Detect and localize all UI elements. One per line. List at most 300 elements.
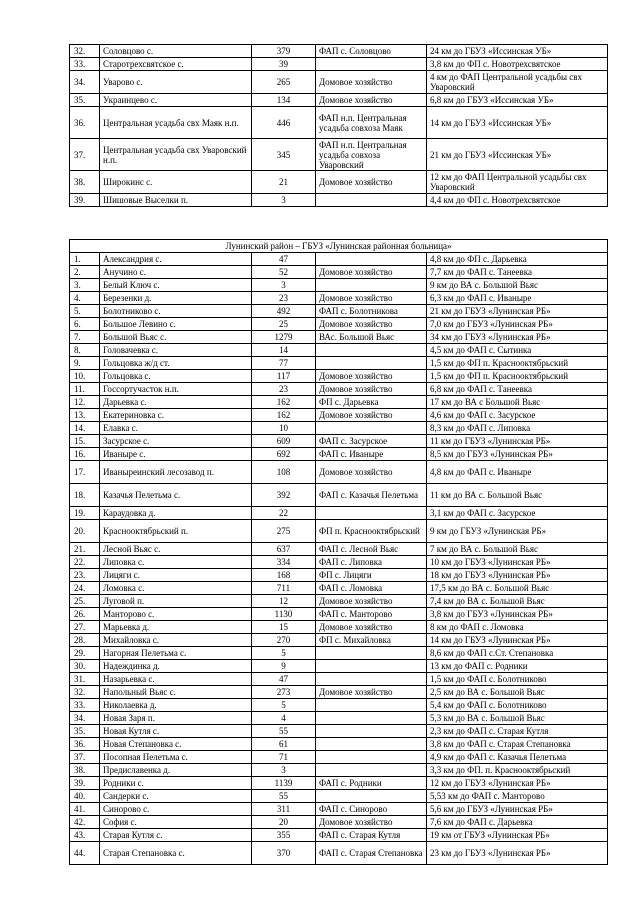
table-row (70, 764, 608, 777)
population: 692 (252, 448, 316, 461)
distance-to-facility: 21 км до ГБУЗ «Иссинская УБ» (427, 139, 608, 171)
row-number: 16. (70, 448, 100, 461)
table-row (70, 344, 608, 357)
medical-facility: Домовое хозяйство (316, 94, 427, 107)
table-row (70, 595, 608, 608)
settlement-name: Александрия с. (100, 253, 252, 266)
settlement-name: Иваныре с. (100, 448, 252, 461)
population: 10 (252, 422, 316, 435)
table-row (70, 171, 608, 194)
table-row (70, 725, 608, 738)
settlement-name: Соловцово с. (100, 45, 252, 58)
table-row (70, 777, 608, 790)
medical-facility: Домовое хозяйство (316, 370, 427, 383)
population: 61 (252, 738, 316, 751)
settlement-name: Украинцево с. (100, 94, 252, 107)
table-row (70, 569, 608, 582)
medical-facility: ФП с. Дарьевка (316, 396, 427, 409)
settlement-name: Синорово с. (100, 803, 252, 816)
population: 47 (252, 253, 316, 266)
row-number: 6. (70, 318, 100, 331)
medical-facility (316, 253, 427, 266)
distance-to-facility: 3,8 км до ФАП с. Старая Степановка (427, 738, 608, 751)
settlement-name: Марьевка д. (100, 621, 252, 634)
distance-to-facility: 24 км до ГБУЗ «Иссинская УБ» (427, 45, 608, 58)
table-row (70, 435, 608, 448)
row-number: 39. (70, 777, 100, 790)
row-number: 36. (70, 107, 100, 139)
distance-to-facility: 8 км до ФАП с. Ломовка (427, 621, 608, 634)
row-number: 20. (70, 520, 100, 543)
row-number: 33. (70, 699, 100, 712)
settlement-name: Иваныреинский лесозавод п. (100, 461, 252, 484)
row-number: 12. (70, 396, 100, 409)
distance-to-facility: 13 км до ФАП с. Родники (427, 660, 608, 673)
medical-facility: Домовое хозяйство (316, 71, 427, 94)
row-number: 19. (70, 507, 100, 520)
distance-to-facility: 1,5 км до ФП п. Краснооктябрьский (427, 357, 608, 370)
settlement-name: Лесной Вьяс с. (100, 543, 252, 556)
population: 52 (252, 266, 316, 279)
medical-facility (316, 673, 427, 686)
table-row (70, 712, 608, 725)
table-row (70, 484, 608, 507)
row-number: 37. (70, 139, 100, 171)
medical-facility (316, 699, 427, 712)
row-number: 30. (70, 660, 100, 673)
medical-facility: ФАП с. Ломовка (316, 582, 427, 595)
row-number: 5. (70, 305, 100, 318)
medical-facility: ФАП с. Иваныре (316, 448, 427, 461)
table-row (70, 292, 608, 305)
population: 273 (252, 686, 316, 699)
population: 637 (252, 543, 316, 556)
table-row (70, 253, 608, 266)
population: 4 (252, 712, 316, 725)
distance-to-facility: 21 км до ГБУЗ «Лунинская РБ» (427, 305, 608, 318)
medical-facility: Домовое хозяйство (316, 621, 427, 634)
settlement-name: Михайловка с. (100, 634, 252, 647)
population: 1130 (252, 608, 316, 621)
table-row (70, 448, 608, 461)
table-row (70, 318, 608, 331)
row-number: 14. (70, 422, 100, 435)
table-row (70, 507, 608, 520)
distance-to-facility: 11 км до ВА с. Большой Вьяс (427, 484, 608, 507)
population: 711 (252, 582, 316, 595)
settlement-name: Большой Вьяс с. (100, 331, 252, 344)
distance-to-facility: 11 км до ГБУЗ «Лунинская РБ» (427, 435, 608, 448)
settlement-name: Болотниково с. (100, 305, 252, 318)
table-row (70, 816, 608, 829)
distance-to-facility: 4 км до ФАП Центральной усадьбы свх Уваровский (427, 71, 608, 94)
medical-facility (316, 647, 427, 660)
table-row (70, 647, 608, 660)
settlement-name: Краснооктябрьский п. (100, 520, 252, 543)
distance-to-facility: 2,5 км до ВА с. Большой Вьяс (427, 686, 608, 699)
medical-facility (316, 660, 427, 673)
medical-facility: ФП с. Михайловка (316, 634, 427, 647)
settlement-name: Казачья Пелетьма с. (100, 484, 252, 507)
table-row (70, 543, 608, 556)
distance-to-facility: 4,8 км до ФАП с. Иваныре (427, 461, 608, 484)
distance-to-facility: 7 км до ВА с. Большой Вьяс (427, 543, 608, 556)
settlement-name: Старая Степановка с. (100, 842, 252, 865)
distance-to-facility: 4,9 км до ФАП с. Казачья Пелетьма (427, 751, 608, 764)
population: 162 (252, 409, 316, 422)
table-row (70, 94, 608, 107)
table-row (70, 634, 608, 647)
medical-facility (316, 422, 427, 435)
row-number: 7. (70, 331, 100, 344)
population: 23 (252, 292, 316, 305)
row-number: 4. (70, 292, 100, 305)
population: 55 (252, 725, 316, 738)
distance-to-facility: 2,3 км до ФАП с. Старая Кутля (427, 725, 608, 738)
population: 492 (252, 305, 316, 318)
table-row (70, 829, 608, 842)
population: 22 (252, 507, 316, 520)
settlements-table-luninsky (69, 239, 608, 865)
settlement-name: Новая Кутля с. (100, 725, 252, 738)
row-number: 35. (70, 94, 100, 107)
row-number: 17. (70, 461, 100, 484)
population: 20 (252, 816, 316, 829)
table-row (70, 520, 608, 543)
row-number: 33. (70, 58, 100, 71)
population: 55 (252, 790, 316, 803)
settlement-name: Гольцовка ж/д ст. (100, 357, 252, 370)
medical-facility: Домовое хозяйство (316, 816, 427, 829)
row-number: 34. (70, 712, 100, 725)
row-number: 22. (70, 556, 100, 569)
table-row (70, 370, 608, 383)
distance-to-facility: 6,8 км до ГБУЗ «Иссинская УБ» (427, 94, 608, 107)
settlement-name: Головачевка с. (100, 344, 252, 357)
medical-facility: Домовое хозяйство (316, 266, 427, 279)
row-number: 40. (70, 790, 100, 803)
settlement-name: Анучино с. (100, 266, 252, 279)
medical-facility (316, 357, 427, 370)
table-row (70, 621, 608, 634)
distance-to-facility: 3,3 км до ФП. п. Краснооктябрьский (427, 764, 608, 777)
settlement-name: Напольный Вьяс с. (100, 686, 252, 699)
table-row (70, 71, 608, 94)
population: 15 (252, 621, 316, 634)
table-row (70, 582, 608, 595)
medical-facility (316, 738, 427, 751)
row-number: 21. (70, 543, 100, 556)
medical-facility: ФП п. Краснооктябрьский (316, 520, 427, 543)
row-number: 11. (70, 383, 100, 396)
distance-to-facility: 4,6 км до ФАП с. Засурское (427, 409, 608, 422)
row-number: 3. (70, 279, 100, 292)
settlement-name: Новая Заря п. (100, 712, 252, 725)
distance-to-facility: 3,1 км до ФАП с. Засурское (427, 507, 608, 520)
settlement-name: Николаевка д. (100, 699, 252, 712)
settlement-name: Нагорная Пелетьма с. (100, 647, 252, 660)
row-number: 2. (70, 266, 100, 279)
distance-to-facility: 6,3 км до ФАП с. Иваныре (427, 292, 608, 305)
distance-to-facility: 5,53 км до ФАП с. Манторово (427, 790, 608, 803)
population: 5 (252, 647, 316, 660)
population: 334 (252, 556, 316, 569)
row-number: 43. (70, 829, 100, 842)
settlement-name: Шишовые Выселки п. (100, 194, 252, 207)
row-number: 23. (70, 569, 100, 582)
population: 25 (252, 318, 316, 331)
distance-to-facility: 14 км до ГБУЗ «Иссинская УБ» (427, 107, 608, 139)
population: 23 (252, 383, 316, 396)
row-number: 38. (70, 171, 100, 194)
population: 392 (252, 484, 316, 507)
row-number: 28. (70, 634, 100, 647)
medical-facility: ФАП с. Липовка (316, 556, 427, 569)
population: 1279 (252, 331, 316, 344)
population: 47 (252, 673, 316, 686)
settlement-name: Надеждинка д. (100, 660, 252, 673)
distance-to-facility: 1,5 км до ФП п. Краснооктябрьский (427, 370, 608, 383)
medical-facility: ФАП с. Лесной Вьяс (316, 543, 427, 556)
row-number: 9. (70, 357, 100, 370)
table-row (70, 790, 608, 803)
distance-to-facility: 23 км до ГБУЗ «Лунинская РБ» (427, 842, 608, 865)
settlement-name: Луговой п. (100, 595, 252, 608)
settlement-name: Елавка с. (100, 422, 252, 435)
row-number: 26. (70, 608, 100, 621)
population: 162 (252, 396, 316, 409)
medical-facility (316, 279, 427, 292)
settlement-name: Засурское с. (100, 435, 252, 448)
medical-facility (316, 751, 427, 764)
settlement-name: Родники с. (100, 777, 252, 790)
population: 108 (252, 461, 316, 484)
settlement-name: Белый Ключ с. (100, 279, 252, 292)
settlement-name: Старая Кутля с. (100, 829, 252, 842)
table-row (70, 107, 608, 139)
row-number: 32. (70, 45, 100, 58)
medical-facility: Домовое хозяйство (316, 686, 427, 699)
population: 3 (252, 764, 316, 777)
row-number: 1. (70, 253, 100, 266)
population: 311 (252, 803, 316, 816)
medical-facility: Домовое хозяйство (316, 595, 427, 608)
medical-facility: ФАП с. Манторово (316, 608, 427, 621)
medical-facility (316, 344, 427, 357)
population: 265 (252, 71, 316, 94)
medical-facility: ФАП с. Засурское (316, 435, 427, 448)
table-row (70, 279, 608, 292)
distance-to-facility: 5,4 км до ФАП с. Болотниково (427, 699, 608, 712)
population: 77 (252, 357, 316, 370)
distance-to-facility: 14 км до ГБУЗ «Лунинская РБ» (427, 634, 608, 647)
medical-facility: ФАП с. Болотникова (316, 305, 427, 318)
population: 270 (252, 634, 316, 647)
table-row (70, 409, 608, 422)
population: 14 (252, 344, 316, 357)
row-number: 8. (70, 344, 100, 357)
distance-to-facility: 7,7 км до ФАП с. Танеевка (427, 266, 608, 279)
table-row (70, 305, 608, 318)
table-row (70, 751, 608, 764)
medical-facility: Домовое хозяйство (316, 318, 427, 331)
row-number: 15. (70, 435, 100, 448)
medical-facility (316, 725, 427, 738)
table-row (70, 396, 608, 409)
medical-facility: Домовое хозяйство (316, 383, 427, 396)
distance-to-facility: 10 км до ГБУЗ «Лунинская РБ» (427, 556, 608, 569)
distance-to-facility: 7,0 км до ГБУЗ «Лунинская РБ» (427, 318, 608, 331)
row-number: 27. (70, 621, 100, 634)
row-number: 18. (70, 484, 100, 507)
distance-to-facility: 5,3 км до ВА с. Большой Вьяс (427, 712, 608, 725)
row-number: 42. (70, 816, 100, 829)
table-row (70, 357, 608, 370)
row-number: 32. (70, 686, 100, 699)
table-row (70, 383, 608, 396)
table-row (70, 660, 608, 673)
population: 1139 (252, 777, 316, 790)
row-number: 41. (70, 803, 100, 816)
settlement-name: София с. (100, 816, 252, 829)
distance-to-facility: 12 км до ГБУЗ «Лунинская РБ» (427, 777, 608, 790)
settlement-name: Лицяги с. (100, 569, 252, 582)
medical-facility: ФАП с. Синорово (316, 803, 427, 816)
table-row (70, 608, 608, 621)
settlement-name: Центральная усадьба свх Маяк н.п. (100, 107, 252, 139)
medical-facility (316, 194, 427, 207)
settlements-table-issinsky (69, 44, 608, 207)
table-row (70, 738, 608, 751)
distance-to-facility: 9 км до ГБУЗ «Лунинская РБ» (427, 520, 608, 543)
distance-to-facility: 8,6 км до ФАП с.Ст. Степановка (427, 647, 608, 660)
distance-to-facility: 5,6 км до ГБУЗ «Лунинская РБ» (427, 803, 608, 816)
medical-facility (316, 790, 427, 803)
settlement-name: Старотрехсвятское с. (100, 58, 252, 71)
medical-facility: ФАП н.п. Центральная усадьба совхоза Маяк (316, 107, 427, 139)
row-number: 34. (70, 71, 100, 94)
medical-facility: ФП с. Лицяги (316, 569, 427, 582)
table-row (70, 556, 608, 569)
population: 446 (252, 107, 316, 139)
medical-facility: Домовое хозяйство (316, 171, 427, 194)
population: 71 (252, 751, 316, 764)
population: 168 (252, 569, 316, 582)
table-body (70, 45, 608, 207)
population: 3 (252, 194, 316, 207)
row-number: 25. (70, 595, 100, 608)
population: 9 (252, 660, 316, 673)
table-row (70, 58, 608, 71)
medical-facility: Домовое хозяйство (316, 461, 427, 484)
medical-facility (316, 712, 427, 725)
settlement-name: Березенки д. (100, 292, 252, 305)
table-row (70, 331, 608, 344)
row-number: 13. (70, 409, 100, 422)
table-row (70, 673, 608, 686)
row-number: 24. (70, 582, 100, 595)
population: 12 (252, 595, 316, 608)
population: 134 (252, 94, 316, 107)
medical-facility (316, 58, 427, 71)
settlement-name: Большое Левино с. (100, 318, 252, 331)
table-row (70, 266, 608, 279)
settlement-name: Посопная Пелетьма с. (100, 751, 252, 764)
settlement-name: Центральная усадьба свх Уваровский н.п. (100, 139, 252, 171)
medical-facility: ФАП с. Казачья Пелетьма (316, 484, 427, 507)
medical-facility: ФАП с. Старая Кутля (316, 829, 427, 842)
table-row (70, 699, 608, 712)
population: 3 (252, 279, 316, 292)
population: 21 (252, 171, 316, 194)
distance-to-facility: 9 км до ВА с. Большой Вьяс (427, 279, 608, 292)
population: 5 (252, 699, 316, 712)
distance-to-facility: 4,8 км до ФП с. Дарьевка (427, 253, 608, 266)
row-number: 36. (70, 738, 100, 751)
distance-to-facility: 3,8 км до ФП с. Новотрехсвятское (427, 58, 608, 71)
table-body (70, 240, 608, 865)
row-number: 44. (70, 842, 100, 865)
distance-to-facility: 4,5 км до ФАП с. Сытинка (427, 344, 608, 357)
settlement-name: Госсортучасток н.п. (100, 383, 252, 396)
table-row (70, 422, 608, 435)
distance-to-facility: 3,8 км до ГБУЗ «Лунинская РБ» (427, 608, 608, 621)
population: 370 (252, 842, 316, 865)
row-number: 39. (70, 194, 100, 207)
table-row (70, 842, 608, 865)
settlement-name: Гольцовка с. (100, 370, 252, 383)
distance-to-facility: 8,5 км до ГБУЗ «Лунинская РБ» (427, 448, 608, 461)
row-number: 35. (70, 725, 100, 738)
distance-to-facility: 7,6 км до ФАП с. Дарьевка (427, 816, 608, 829)
settlement-name: Екатериновка с. (100, 409, 252, 422)
population: 117 (252, 370, 316, 383)
row-number: 38. (70, 764, 100, 777)
distance-to-facility: 17,5 км до ВА с. Большой Вьяс (427, 582, 608, 595)
settlement-name: Манторово с. (100, 608, 252, 621)
settlement-name: Новая Степановка с. (100, 738, 252, 751)
district-header: Лунинский район – ГБУЗ «Лунинская районная больница» (70, 240, 608, 253)
distance-to-facility: 7,4 км до ВА с. Большой Вьяс (427, 595, 608, 608)
distance-to-facility: 18 км до ГБУЗ «Лунинская РБ» (427, 569, 608, 582)
row-number: 10. (70, 370, 100, 383)
settlement-name: Широкинс с. (100, 171, 252, 194)
distance-to-facility: 8,3 км до ФАП с. Липовка (427, 422, 608, 435)
settlement-name: Караудовка д. (100, 507, 252, 520)
table-row (70, 194, 608, 207)
district-header-row (70, 240, 608, 253)
settlement-name: Назарьевка с. (100, 673, 252, 686)
settlement-name: Уварово с. (100, 71, 252, 94)
medical-facility: ФАП н.п. Центральная усадьба совхоза Уваровский (316, 139, 427, 171)
medical-facility (316, 764, 427, 777)
row-number: 29. (70, 647, 100, 660)
row-number: 31. (70, 673, 100, 686)
table-row (70, 803, 608, 816)
distance-to-facility: 4,4 км до ФП с. Новотрехсвятское (427, 194, 608, 207)
population: 275 (252, 520, 316, 543)
settlement-name: Дарьевка с. (100, 396, 252, 409)
distance-to-facility: 6,8 км до ФАП с. Танеевка (427, 383, 608, 396)
distance-to-facility: 1,5 км до ФАП с. Болотниково (427, 673, 608, 686)
medical-facility: ФАП с. Старая Степановка (316, 842, 427, 865)
table-row (70, 686, 608, 699)
population: 345 (252, 139, 316, 171)
population: 355 (252, 829, 316, 842)
table-row (70, 45, 608, 58)
population: 379 (252, 45, 316, 58)
medical-facility (316, 507, 427, 520)
